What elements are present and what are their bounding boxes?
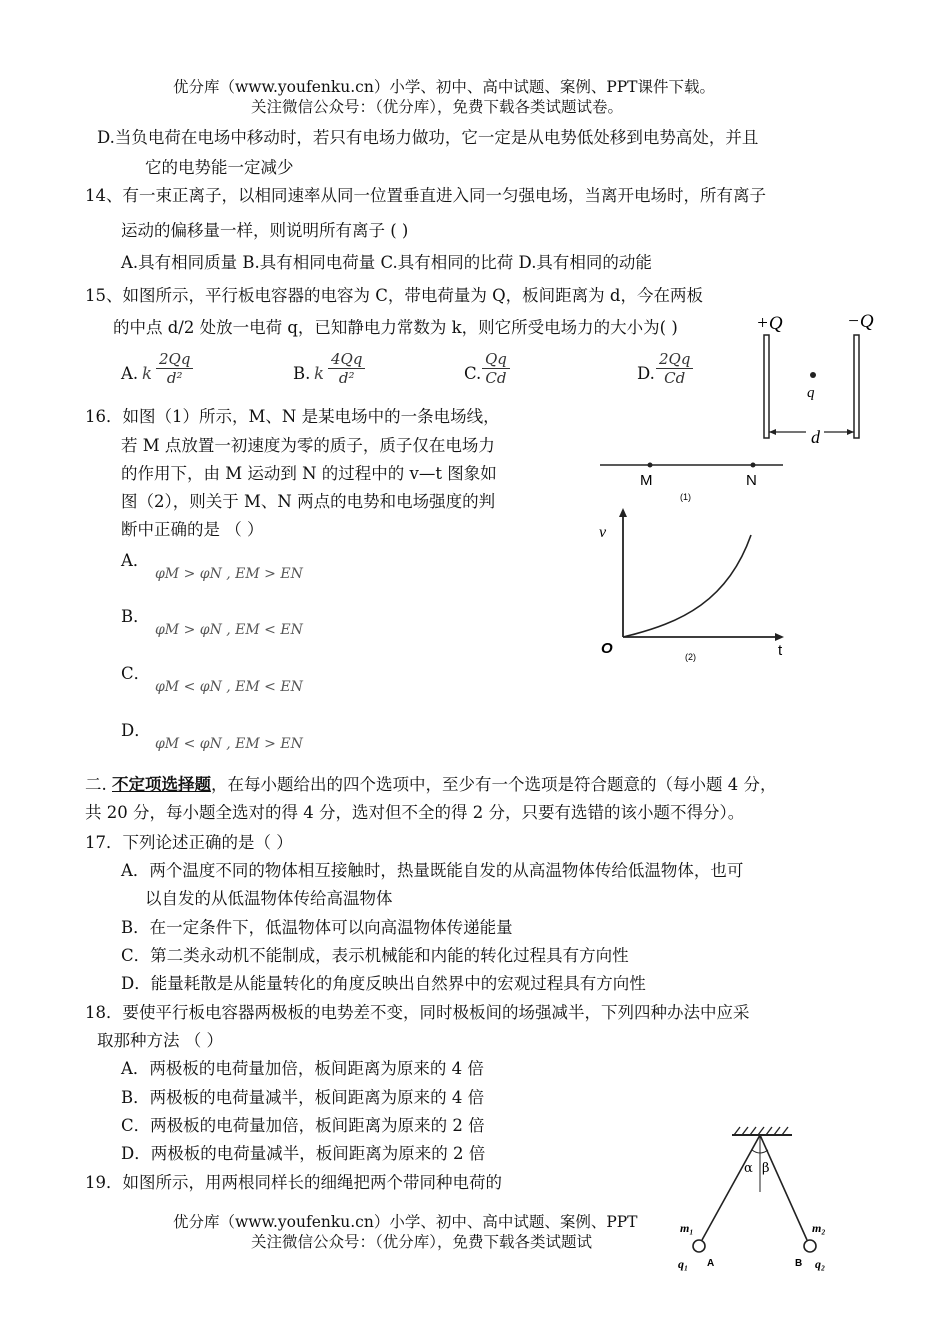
q15-option-a-k: k [142, 364, 152, 383]
q15-option-b-label: B. [293, 364, 311, 383]
q14-stem-line2: 运动的偏移量一样，则说明所有离子 ( ) [121, 221, 409, 240]
q15-d-denominator: Cd [664, 369, 686, 387]
b-label: B [795, 1258, 803, 1269]
q16-option-a-expr: φM > φN , EM > EN [155, 566, 303, 582]
label-n: N [746, 472, 757, 489]
minus-q-label: −Q [847, 311, 874, 332]
q15-c-denominator: Cd [485, 369, 507, 387]
plus-q-label: +Q [756, 313, 783, 334]
vt-curve [623, 535, 751, 637]
left-string [702, 1135, 760, 1240]
footer-line-2: 关注微信公众号：（优分库），免费下载各类试题试 [251, 1233, 593, 1251]
q13-option-d-line1: D.当负电荷在电场中移动时，若只有电场力做功，它一定是从电势低处移到电势高处，并且 [97, 128, 759, 147]
arrowhead-left [769, 429, 776, 435]
q18-stem-line2: 取那种方法 （ ） [97, 1031, 223, 1050]
left-plate [764, 335, 769, 438]
q16-stem-line4: 图（2），则关于 M、N 两点的电势和电场强度的判 [121, 492, 496, 511]
q18-option-c: C．两极板的电荷量加倍，板间距离为原来的 2 倍 [121, 1116, 485, 1135]
q18-option-d: D．两极板的电荷量减半，板间距离为原来的 2 倍 [121, 1144, 486, 1163]
footer-line-1: 优分库（www.youfenku.cn）小学、初中、高中试题、案例、PPT [173, 1213, 638, 1231]
vt-graph-figure [593, 505, 798, 665]
charge-dot [810, 372, 816, 378]
q15-option-d-fraction [656, 350, 693, 387]
q15-a-numerator: 2Qq [156, 350, 193, 369]
q15-option-c-fraction [482, 350, 510, 387]
q13-option-d-line2: 它的电势能一定减少 [145, 158, 294, 177]
q15-stem-line1: 15、如图所示，平行板电容器的电容为 C，带电荷量为 Q，板间距离为 d，今在两板 [85, 286, 703, 305]
charge-label: q [807, 385, 815, 401]
q15-option-a-fraction [156, 350, 193, 387]
q17-option-a-line2: 以自发的从低温物体传给高温物体 [145, 889, 393, 908]
alpha-label: α [744, 1161, 753, 1176]
figure-2-caption: (2) [685, 652, 696, 662]
label-m: M [640, 472, 653, 489]
t-axis-arrow [775, 633, 784, 641]
q15-option-d-label: D. [637, 364, 655, 383]
q15-d-numerator: 2Qq [656, 350, 693, 369]
header-line-1: 优分库（www.youfenku.cn）小学、初中、高中试题、案例、PPT课件下载。 [173, 78, 716, 96]
section2-heading-line1 [85, 775, 777, 795]
q18-option-b: B．两极板的电荷量减半，板间距离为原来的 4 倍 [121, 1088, 485, 1107]
arrowhead-right [847, 429, 854, 435]
q17-stem: 17．下列论述正确的是（ ） [85, 833, 293, 852]
q17-option-d: D．能量耗散是从能量转化的角度反映出自然界中的宏观过程具有方向性 [121, 974, 646, 993]
q15-option-b-k: k [314, 364, 324, 383]
q18-stem-line1: 18．要使平行板电容器两极板的电势差不变，同时极板间的场强减半，下列四种办法中应采 [85, 1003, 750, 1022]
origin-label: O [601, 640, 613, 657]
q16-option-b-expr: φM > φN , EM < EN [155, 622, 303, 638]
q16-stem-line2: 若 M 点放置一初速度为零的质子，质子仅在电场力 [121, 436, 495, 455]
q16-option-d-label: D． [121, 721, 151, 740]
capacitor-figure [750, 305, 890, 455]
q1-label: q₁ [678, 1257, 689, 1271]
section2-prefix: 二. [85, 775, 112, 794]
t-axis-label: t [778, 642, 783, 659]
right-plate [854, 335, 859, 438]
q15-a-denominator: d² [166, 369, 183, 387]
ball-b [804, 1240, 816, 1252]
point-m [648, 463, 653, 468]
q16-option-d-expr: φM < φN , EM > EN [155, 736, 303, 752]
q15-option-b-fraction [328, 350, 365, 387]
q2-label: q₂ [815, 1257, 826, 1271]
m2-label: m₂ [812, 1221, 826, 1235]
header-line-2: 关注微信公众号：（优分库），免费下载各类试题试卷。 [251, 98, 624, 116]
distance-label: d [811, 427, 820, 447]
point-n [751, 463, 756, 468]
ceiling-hatching [734, 1127, 788, 1135]
section2-title: 不定项选择题 [112, 775, 211, 794]
q15-b-denominator: d² [338, 369, 355, 387]
beta-label: β [762, 1161, 770, 1176]
field-line-figure [595, 455, 795, 505]
section2-heading-line2: 共 20 分，每小题全选对的得 4 分，选对但不全的得 2 分，只要有选错的该小题不得分）。 [85, 803, 745, 822]
q16-option-b-label: B． [121, 607, 150, 626]
q14-stem-line1: 14、有一束正离子，以相同速率从同一位置垂直进入同一匀强电场，当离开电场时，所有离子 [85, 186, 766, 205]
q14-options: A.具有相同质量 B.具有相同电荷量 C.具有相同的比荷 D.具有相同的动能 [121, 253, 652, 272]
q17-option-c: C．第二类永动机不能制成，表示机械能和内能的转化过程具有方向性 [121, 946, 629, 965]
q15-stem-line2: 的中点 d/2 处放一电荷 q，已知静电力常数为 k，则它所受电场力的大小为( ) [113, 318, 678, 337]
q16-option-c-label: C． [121, 664, 151, 683]
q16-stem-line3: 的作用下，由 M 运动到 N 的过程中的 v—t 图象如 [121, 464, 497, 483]
ball-a [693, 1240, 705, 1252]
q15-c-numerator: Qq [482, 350, 510, 369]
q18-option-a: A．两极板的电荷量加倍，板间距离为原来的 4 倍 [121, 1059, 484, 1078]
v-axis-label: v [599, 524, 607, 541]
q17-option-a-line1: A．两个温度不同的物体相互接触时，热量既能自发的从高温物体传给低温物体，也可 [121, 861, 744, 880]
a-label: A [707, 1258, 715, 1269]
q16-option-c-expr: φM < φN , EM < EN [155, 679, 303, 695]
q16-stem-line5: 断中正确的是 （ ） [121, 520, 264, 539]
q16-option-a-label: A． [121, 551, 150, 570]
figure-1-caption: (1) [680, 492, 691, 502]
v-axis-arrow [619, 508, 627, 517]
q17-option-b: B．在一定条件下，低温物体可以向高温物体传递能量 [121, 918, 513, 937]
q15-option-a-label: A. [121, 364, 139, 383]
m1-label: m₁ [680, 1221, 694, 1235]
section2-rules: ，在每小题给出的四个选项中，至少有一个选项是符合题意的（每小题 4 分， [211, 775, 777, 794]
q15-b-numerator: 4Qq [328, 350, 365, 369]
pendulum-figure [672, 1120, 852, 1278]
q15-option-c-label: C. [464, 364, 482, 383]
q16-stem-line1: 16．如图（1）所示，M、N 是某电场中的一条电场线， [85, 407, 500, 426]
q19-stem: 19．如图所示，用两根同样长的细绳把两个带同种电荷的 [85, 1173, 502, 1192]
